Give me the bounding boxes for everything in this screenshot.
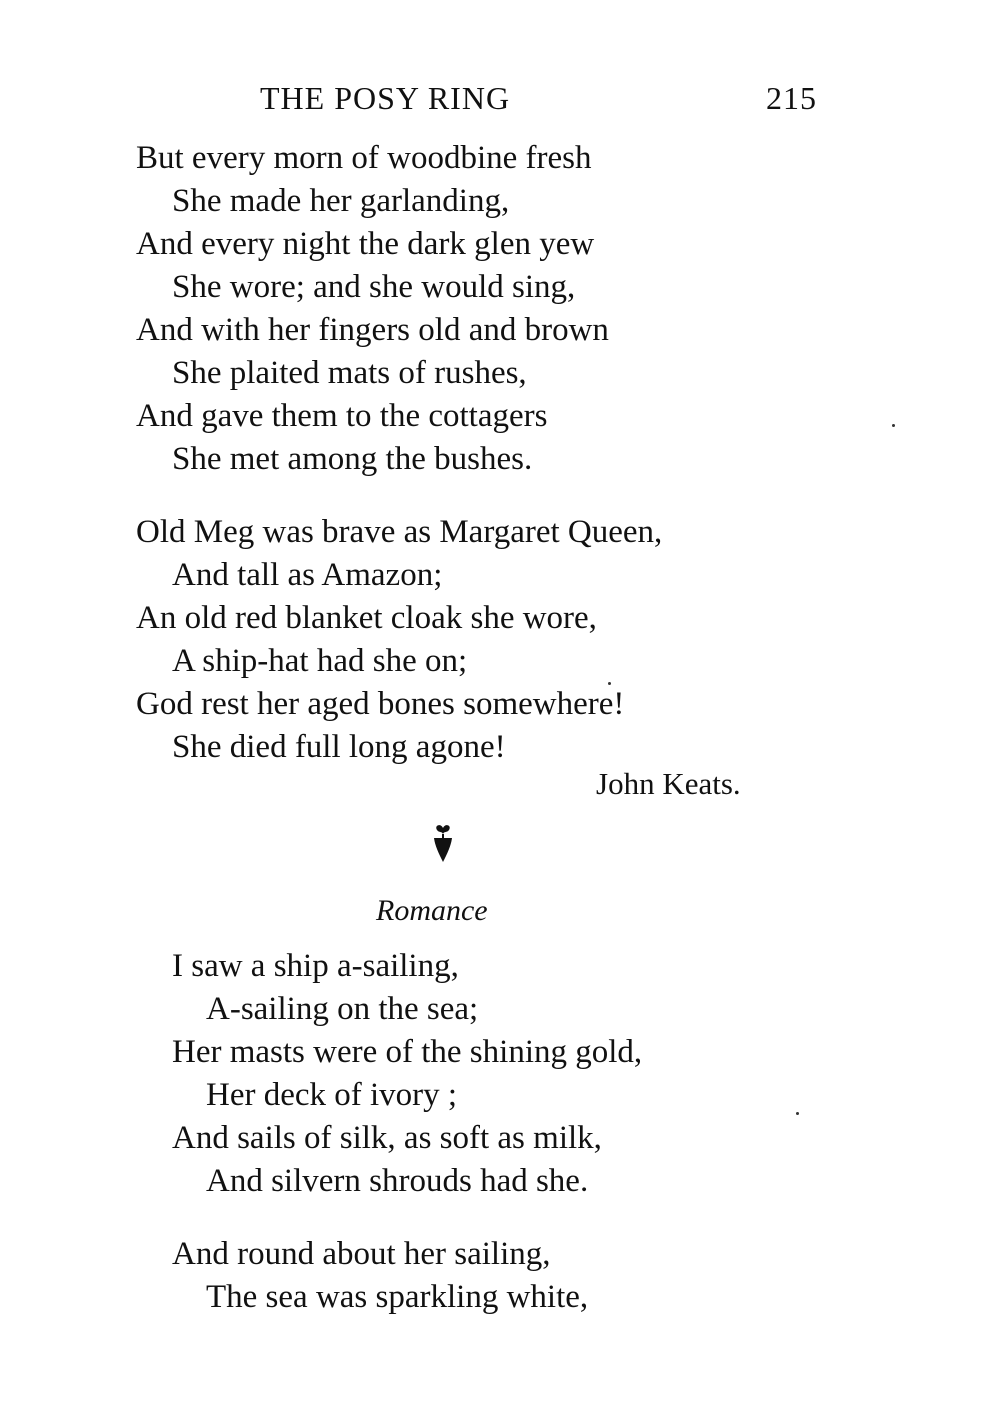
page-number: 215 [766,80,817,116]
verse-line: And round about her sailing, [172,1236,551,1272]
verse-line: And silvern shrouds had she. [206,1163,589,1199]
verse-line: And tall as Amazon; [172,557,443,593]
running-title: THE POSY RING [260,80,511,116]
verse-line: She plaited mats of rushes, [172,355,527,391]
verse-line: A-sailing on the sea; [206,991,479,1027]
paper-speck [892,424,895,427]
paper-speck [796,1112,799,1115]
verse-line: Old Meg was brave as Margaret Queen, [136,514,663,550]
verse-line: Her deck of ivory ; [206,1077,458,1113]
verse-line: An old red blanket cloak she wore, [136,600,597,636]
verse-line: God rest her aged bones somewhere! [136,686,625,722]
leaf-ornament-icon [428,822,458,864]
author-attribution: John Keats. [596,766,741,801]
paper-speck [608,682,611,685]
verse-line: And sails of silk, as soft as milk, [172,1120,602,1156]
verse-line: But every morn of woodbine fresh [136,140,592,176]
verse-line: She made her garlanding, [172,183,510,219]
verse-line: And gave them to the cottagers [136,398,548,434]
poem-title: Romance [376,894,488,927]
verse-line: The sea was sparkling white, [206,1279,589,1315]
verse-line: I saw a ship a-sailing, [172,948,459,984]
verse-line: She wore; and she would sing, [172,269,576,305]
verse-line: A ship-hat had she on; [172,643,468,679]
verse-line: And with her fingers old and brown [136,312,609,348]
verse-line: She met among the bushes. [172,441,533,477]
verse-line: Her masts were of the shining gold, [172,1034,643,1070]
verse-line: She died full long agone! [172,729,506,765]
verse-line: And every night the dark glen yew [136,226,595,262]
